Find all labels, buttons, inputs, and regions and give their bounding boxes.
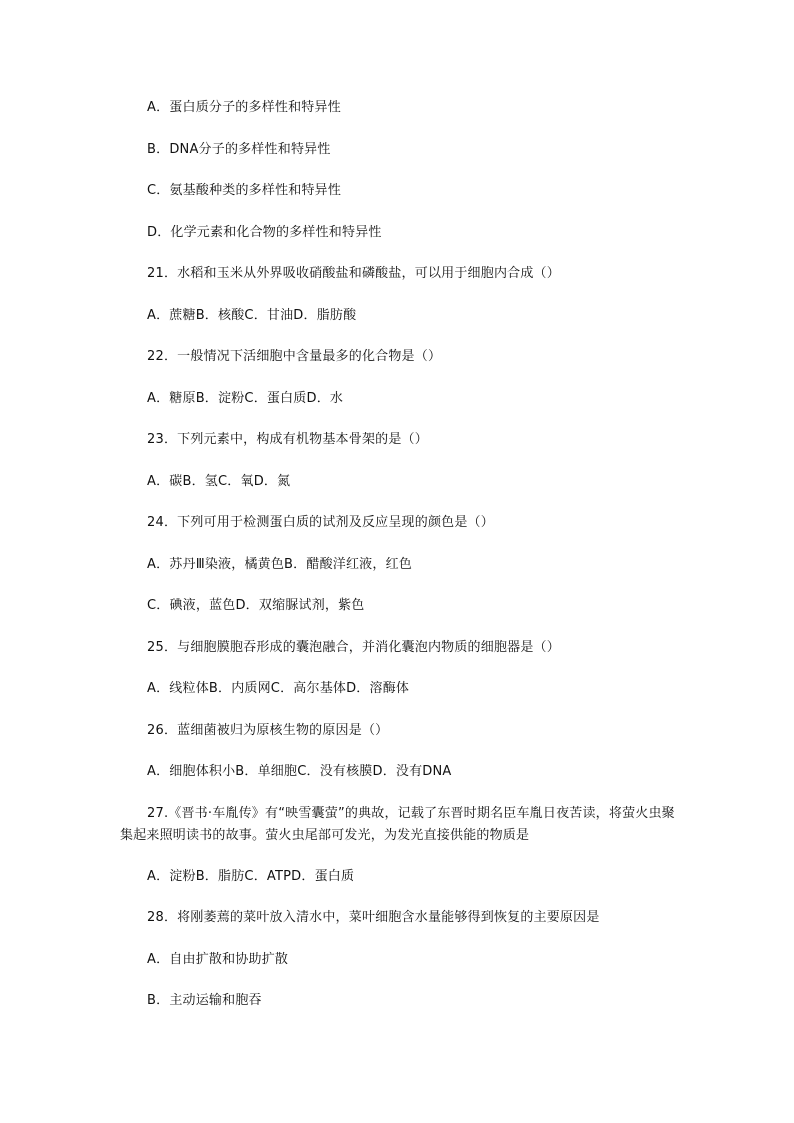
option-line: B．主动运输和胞吞 xyxy=(147,993,262,1008)
option-line: A．苏丹Ⅲ染液，橘黄色B．醋酸洋红液，红色 xyxy=(147,557,412,572)
option-line: A．糖原B．淀粉C．蛋白质D．水 xyxy=(147,391,344,406)
question-line: 28．将刚萎蔫的菜叶放入清水中，菜叶细胞含水量能够得到恢复的主要原因是 xyxy=(147,910,600,925)
option-line: A．蛋白质分子的多样性和特异性 xyxy=(147,100,341,115)
question-line: 24．下列可用于检测蛋白质的试剂及反应呈现的颜色是（） xyxy=(147,515,494,530)
option-line: A．线粒体B．内质网C．高尔基体D．溶酶体 xyxy=(147,681,410,696)
question-line: 25．与细胞膜胞吞形成的囊泡融合，并消化囊泡内物质的细胞器是（） xyxy=(147,640,560,655)
option-line: A．自由扩散和协助扩散 xyxy=(147,952,289,967)
option-line: C．碘液，蓝色D．双缩脲试剂，紫色 xyxy=(147,598,365,613)
question-line: 22．一般情况下活细胞中含量最多的化合物是（） xyxy=(147,349,442,364)
option-line: A．蔗糖B．核酸C．甘油D．脂肪酸 xyxy=(147,308,357,323)
option-line: A．细胞体积小B．单细胞C．没有核膜D．没有DNA xyxy=(147,764,452,779)
option-line: A．淀粉B．脂肪C．ATPD．蛋白质 xyxy=(147,869,355,884)
question-line: 26．蓝细菌被归为原核生物的原因是（） xyxy=(147,723,389,738)
question-27-paragraph: 27.《晋书·车胤传》有“映雪囊萤”的典故，记载了东晋时期名臣车胤日夜苦读，将萤火虫聚集起来照明读书的故事。萤火虫尾部可发光，为发光直接供能的物质是 xyxy=(120,806,675,843)
option-line: D．化学元素和化合物的多样性和特异性 xyxy=(147,225,382,240)
option-line: A．碳B．氢C．氧D．氮 xyxy=(147,474,291,489)
question-line: 23．下列元素中，构成有机物基本骨架的是（） xyxy=(147,432,428,447)
option-line: B．DNA分子的多样性和特异性 xyxy=(147,142,331,157)
question-line: 21．水稻和玉米从外界吸收硝酸盐和磷酸盐，可以用于细胞内合成（） xyxy=(147,266,560,281)
option-line: C．氨基酸种类的多样性和特异性 xyxy=(147,183,342,198)
